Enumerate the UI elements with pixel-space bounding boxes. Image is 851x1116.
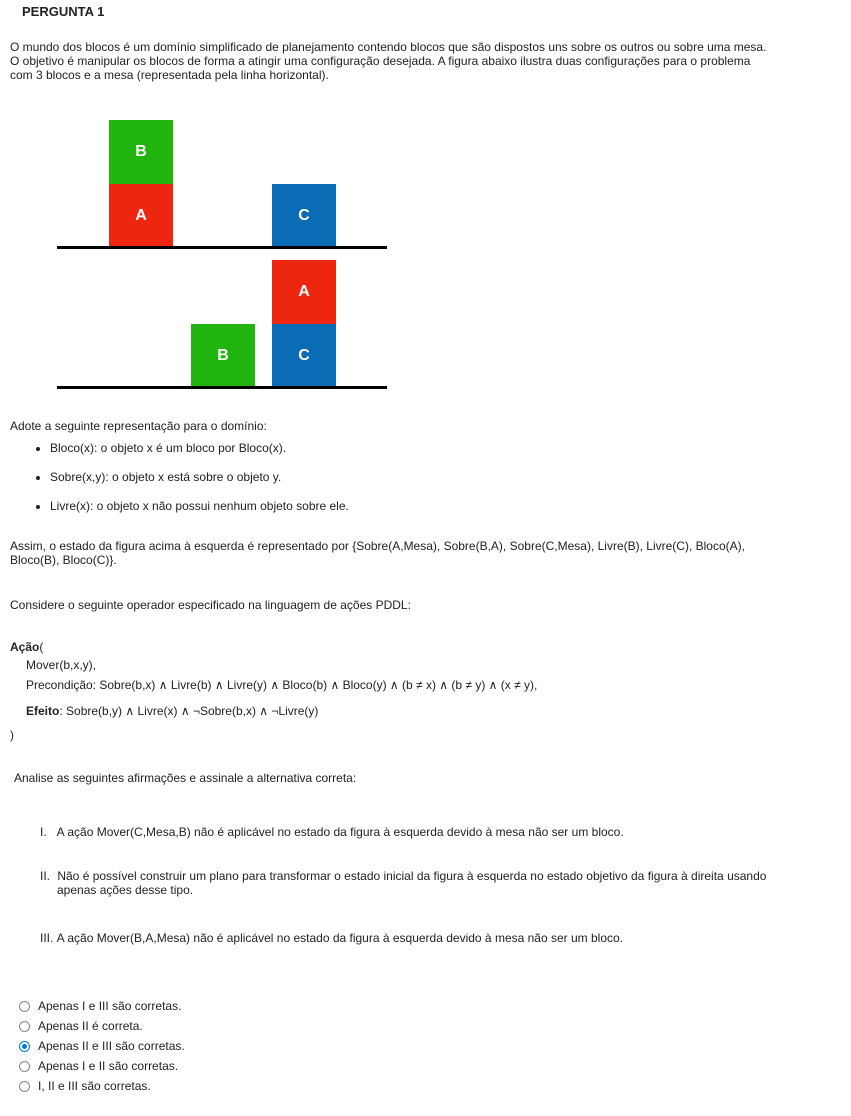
block-a-bottom: A bbox=[272, 260, 336, 324]
action-label: Ação bbox=[10, 640, 40, 654]
option-5[interactable] bbox=[19, 1076, 185, 1096]
radio-button[interactable] bbox=[19, 1081, 30, 1092]
option-2[interactable] bbox=[19, 1016, 185, 1036]
action-close-paren: ) bbox=[10, 728, 14, 742]
statement-3 bbox=[40, 931, 840, 945]
intro-line: O objetivo é manipular os blocos de forma a atingir uma configuração desejada. A figura abaixo ilustra duas configurações para o problema bbox=[10, 54, 751, 68]
block-c-bottom: C bbox=[272, 324, 336, 388]
action-precondition: Precondição: Sobre(b,x) ∧ Livre(b) ∧ Livre(y) ∧ Bloco(b) ∧ Bloco(y) ∧ (b ≠ x) ∧ (b ≠ y) ∧ (x ≠ y), bbox=[26, 678, 538, 692]
intro-line: com 3 blocos e a mesa (representada pela linha horizontal). bbox=[10, 68, 329, 82]
adopt-text: Adote a seguinte representação para o domínio: bbox=[10, 419, 267, 433]
effect-label: Efeito bbox=[26, 704, 60, 718]
definitions-list bbox=[10, 441, 349, 528]
option-label[interactable]: Apenas I e III são corretas. bbox=[38, 999, 182, 1013]
option-4[interactable] bbox=[19, 1056, 185, 1076]
operator-text: Considere o seguinte operador especificado na linguagem de ações PDDL: bbox=[10, 598, 411, 612]
statement-number: I. bbox=[40, 825, 47, 839]
option-label[interactable]: Apenas II e III são corretas. bbox=[38, 1039, 185, 1053]
state-text bbox=[10, 539, 845, 567]
definition-item: • Bloco(x): o objeto x é um bloco por Bloco(x). bbox=[50, 441, 349, 470]
table-line-bottom bbox=[57, 386, 387, 389]
option-3[interactable] bbox=[19, 1036, 185, 1056]
state-line: Bloco(B), Bloco(C)}. bbox=[10, 553, 117, 567]
action-effect: : Sobre(b,y) ∧ Livre(x) ∧ ¬Sobre(b,x) ∧ ¬Livre(y) bbox=[59, 704, 319, 718]
state-line: Assim, o estado da figura acima à esquerda é representado por {Sobre(A,Mesa), Sobre(B,A), Sobre(C,Mesa), Livre(B), Livre(C), Bloco(A), bbox=[10, 539, 745, 553]
option-1[interactable] bbox=[19, 996, 185, 1016]
statement-text: A ação Mover(C,Mesa,B) não é aplicável no estado da figura à esquerda devido à mesa não ser um bloco. bbox=[56, 825, 624, 839]
answer-options bbox=[19, 996, 185, 1096]
block-b-top: B bbox=[109, 120, 173, 184]
radio-button[interactable] bbox=[19, 1021, 30, 1032]
analyze-text: Analise as seguintes afirmações e assinale a alternativa correta: bbox=[14, 771, 357, 785]
action-block bbox=[10, 640, 537, 742]
block-c-top: C bbox=[272, 184, 336, 248]
statement-2 bbox=[40, 869, 840, 897]
radio-button[interactable] bbox=[19, 1061, 30, 1072]
option-label[interactable]: I, II e III são corretas. bbox=[38, 1079, 151, 1093]
blocks-figure bbox=[55, 118, 390, 393]
intro-paragraph bbox=[10, 40, 845, 82]
radio-button-selected[interactable] bbox=[19, 1041, 30, 1052]
statement-number: III. bbox=[40, 931, 54, 945]
statement-number: II. bbox=[40, 869, 51, 883]
definition-item: • Sobre(x,y): o objeto x está sobre o objeto y. bbox=[50, 470, 349, 499]
intro-line: O mundo dos blocos é um domínio simplificado de planejamento contendo blocos que são dispostos uns sobre os outros ou sobre uma mesa. bbox=[10, 40, 767, 54]
statement-1 bbox=[40, 825, 840, 839]
table-line-top bbox=[57, 246, 387, 249]
action-signature: Mover(b,x,y), bbox=[26, 658, 97, 672]
block-b-bottom: B bbox=[191, 324, 255, 388]
statement-text: Não é possível construir um plano para transformar o estado inicial da figura à esquerda no estado objetivo da figura à direita usando bbox=[57, 869, 767, 883]
statement-text: apenas ações desse tipo. bbox=[57, 883, 194, 897]
definition-item: • Livre(x): o objeto x não possui nenhum objeto sobre ele. bbox=[50, 499, 349, 528]
block-a-top: A bbox=[109, 184, 173, 248]
option-label[interactable]: Apenas I e II são corretas. bbox=[38, 1059, 179, 1073]
option-label[interactable]: Apenas II é correta. bbox=[38, 1019, 143, 1033]
action-open-paren: ( bbox=[39, 640, 44, 654]
statement-text: A ação Mover(B,A,Mesa) não é aplicável no estado da figura à esquerda devido à mesa não ser um bloco. bbox=[56, 931, 624, 945]
radio-button[interactable] bbox=[19, 1001, 30, 1012]
question-title: PERGUNTA 1 bbox=[22, 4, 105, 19]
